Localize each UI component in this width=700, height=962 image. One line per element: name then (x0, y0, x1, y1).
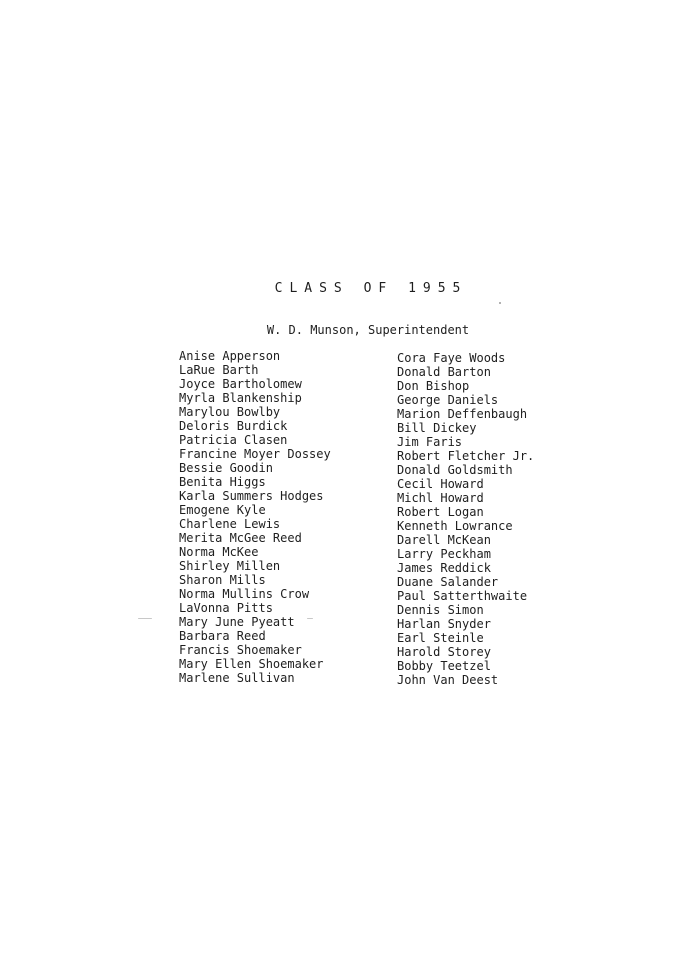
list-item: Norma Mullins Crow (179, 587, 310, 601)
list-item: Shirley Millen (179, 559, 281, 573)
list-item: Marylou Bowlby (179, 405, 281, 419)
list-item: Cecil Howard (397, 477, 484, 491)
list-item: Mary Ellen Shoemaker (179, 657, 324, 671)
list-item: Charlene Lewis (179, 517, 281, 531)
list-item: Sharon Mills (179, 573, 266, 587)
page-title: CLASS OF 1955 (274, 281, 468, 296)
list-item: Paul Satterthwaite (397, 589, 528, 603)
list-item: James Reddick (397, 561, 491, 575)
list-item: Barbara Reed (179, 629, 266, 643)
list-item: Patricia Clasen (179, 433, 288, 447)
list-item: Merita McGee Reed (179, 531, 302, 545)
list-item: Joyce Bartholomew (179, 377, 302, 391)
superintendent-line: W. D. Munson, Superintendent (266, 323, 470, 337)
list-item: Bobby Teetzel (397, 659, 491, 673)
list-item: Karla Summers Hodges (179, 489, 324, 503)
list-item: Francis Shoemaker (179, 643, 302, 657)
list-item: Harlan Snyder (397, 617, 491, 631)
list-item: Earl Steinle (397, 631, 484, 645)
list-item: Marion Deffenbaugh (397, 407, 528, 421)
list-item: Emogene Kyle (179, 503, 266, 517)
list-item: Anise Apperson (179, 349, 281, 363)
list-item: Deloris Burdick (179, 419, 288, 433)
list-item: Marlene Sullivan (179, 671, 295, 685)
scan-speck (138, 618, 152, 619)
left-name-column (179, 349, 331, 685)
list-item: Robert Logan (397, 505, 484, 519)
list-item: Mary June Pyeatt (179, 615, 295, 629)
list-item: John Van Deest (397, 673, 499, 687)
list-item: Jim Faris (397, 435, 463, 449)
list-item: Larry Peckham (397, 547, 491, 561)
list-item: LaRue Barth (179, 363, 259, 377)
list-item: Duane Salander (397, 575, 499, 589)
list-item: George Daniels (397, 393, 499, 407)
list-item: Cora Faye Woods (397, 351, 506, 365)
list-item: Michl Howard (397, 491, 484, 505)
list-item: LaVonna Pitts (179, 601, 273, 615)
right-name-column (397, 351, 534, 687)
list-item: Francine Moyer Dossey (179, 447, 331, 461)
list-item: Kenneth Lowrance (397, 519, 513, 533)
list-item: Benita Higgs (179, 475, 266, 489)
list-item: Bill Dickey (397, 421, 477, 435)
list-item: Dennis Simon (397, 603, 484, 617)
scan-speck (499, 302, 501, 304)
list-item: Robert Fletcher Jr. (397, 449, 535, 463)
list-item: Donald Barton (397, 365, 491, 379)
list-item: Harold Storey (397, 645, 491, 659)
list-item: Norma McKee (179, 545, 259, 559)
list-item: Bessie Goodin (179, 461, 273, 475)
scan-speck (307, 618, 313, 619)
list-item: Myrla Blankenship (179, 391, 302, 405)
list-item: Darell McKean (397, 533, 491, 547)
list-item: Donald Goldsmith (397, 463, 513, 477)
list-item: Don Bishop (397, 379, 470, 393)
